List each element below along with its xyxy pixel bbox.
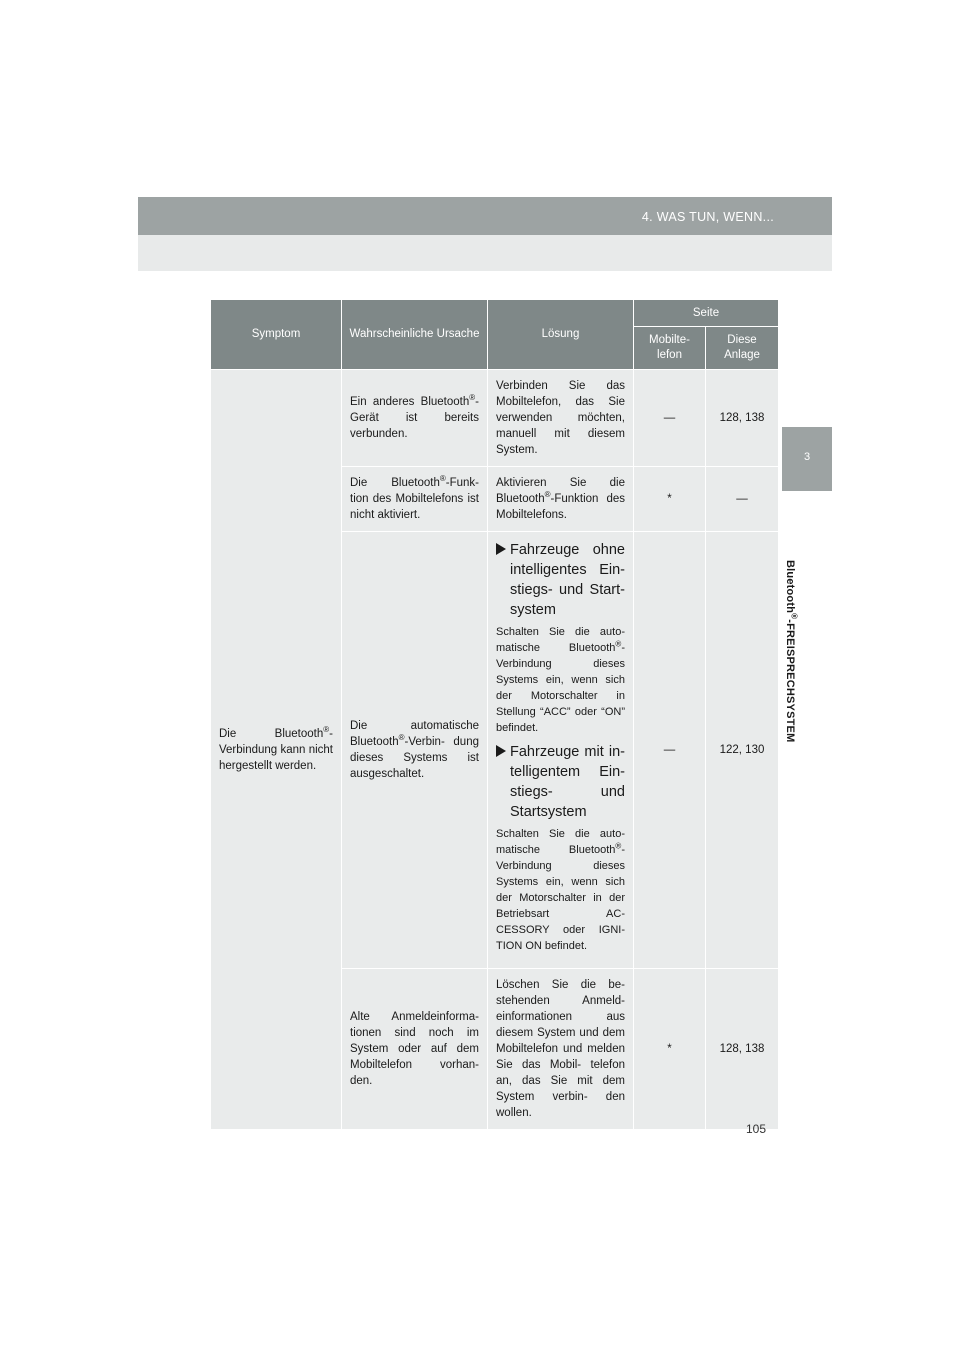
cause-cell: Die automatische Bluetooth®-Verbin- dung dieses Systems ist ausgeschaltet. — [342, 532, 488, 969]
bullet-title-2: Fahrzeuge mit in- telligentem Ein- stiegs- und Startsystem — [496, 742, 625, 822]
header-solution: Lösung — [488, 300, 634, 370]
cause-cell: Die Bluetooth®-Funk- tion des Mobiltelefons ist nicht aktiviert. — [342, 467, 488, 532]
solution-cell: Löschen Sie die be- stehenden Anmeld- einformationen aus diesem System und dem Mobiltelefon und melden Sie das Mobil- telefon an, das Sie mit dem System verbin- den wollen. — [488, 969, 634, 1130]
section-title: 4. WAS TUN, WENN... — [641, 210, 774, 224]
bullet-text-2: Schalten Sie die auto- matische Bluetooth®- Verbindung dieses Systems ein, wenn sich der Motorschalter in der Betriebsart AC- CESSORY oder IGNI- TION ON befindet. — [496, 828, 625, 952]
table-row — [211, 370, 779, 467]
phone-page-cell: — — [634, 532, 706, 969]
header-phone: Mobilte- lefon — [634, 327, 706, 370]
header-bar — [138, 197, 832, 235]
header-subbar — [138, 235, 832, 271]
cause-cell: Ein anderes Bluetooth®-Gerät ist bereits verbunden. — [342, 370, 488, 467]
bullet-title-1: Fahrzeuge ohne intelligentes Ein- stiegs- und Start- system — [496, 540, 625, 620]
troubleshooting-table — [210, 299, 779, 1130]
header-page: Seite — [634, 300, 779, 327]
phone-page-cell: — — [634, 370, 706, 467]
system-page-cell: 122, 130 — [706, 532, 779, 969]
header-symptom: Symptom — [211, 300, 342, 370]
solution-cell: Aktivieren Sie die Bluetooth®-Funktion des Mobiltelefons. — [488, 467, 634, 532]
triangle-icon — [496, 745, 506, 757]
system-page-cell: 128, 138 — [706, 969, 779, 1130]
chapter-side-label: Bluetooth®-FREISPRECHSYSTEM — [784, 560, 799, 743]
solution-cell — [488, 532, 634, 969]
chapter-number: 3 — [803, 451, 811, 463]
system-page-cell: 128, 138 — [706, 370, 779, 467]
bullet-text-1: Schalten Sie die auto- matische Bluetooth®- Verbindung dieses Systems ein, wenn sich der Motorschalter in Stellung “ACC” oder “ON” befindet. — [496, 626, 625, 734]
chapter-tab — [782, 427, 832, 491]
cause-cell: Alte Anmeldeinforma- tionen sind noch im System oder auf dem Mobiltelefon vorhan- den. — [342, 969, 488, 1130]
solution-cell: Verbinden Sie das Mobiltelefon, das Sie verwenden möchten, manuell mit diesem System. — [488, 370, 634, 467]
header-system: Diese Anlage — [706, 327, 779, 370]
triangle-icon — [496, 543, 506, 555]
system-page-cell: — — [706, 467, 779, 532]
page-number: 105 — [746, 1122, 767, 1136]
header-cause: Wahrscheinliche Ursache — [342, 300, 488, 370]
phone-page-cell: * — [634, 969, 706, 1130]
symptom-cell: Die Bluetooth®-Verbindung kann nicht hergestellt werden. — [211, 370, 342, 1130]
phone-page-cell: * — [634, 467, 706, 532]
